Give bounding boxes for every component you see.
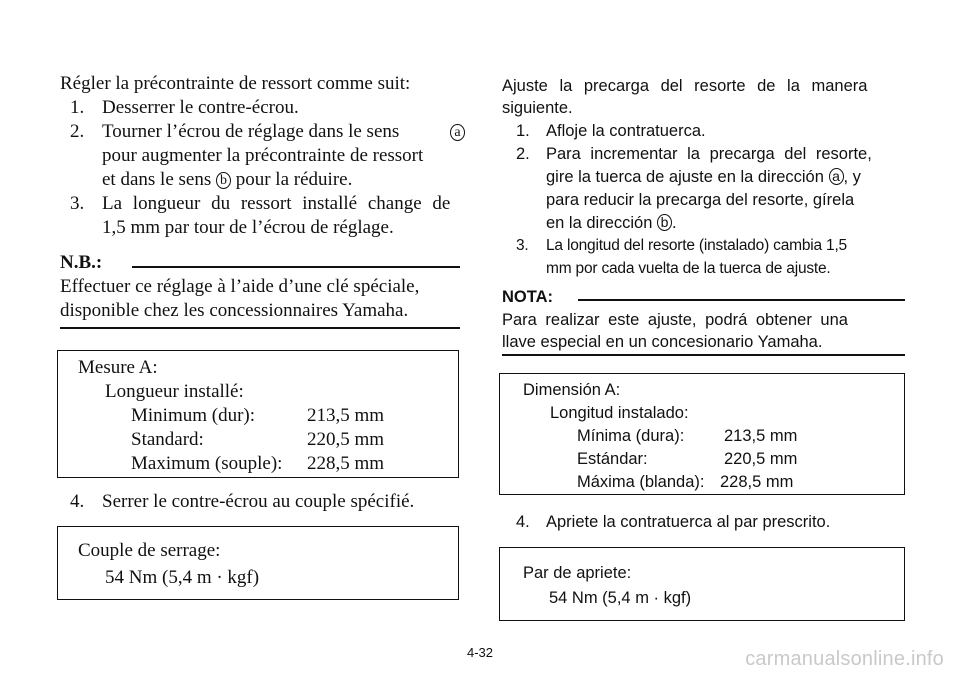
page-number: 4-32	[466, 645, 494, 660]
step-text-line2: mm por cada vuelta de la tuerca de ajuste.	[546, 260, 831, 277]
spanish-spec-box	[499, 373, 905, 495]
spec-title: Dimensión A:	[523, 381, 621, 399]
spec-row: Mínima (dura): 213,5 mm	[577, 427, 798, 445]
spanish-note-label: NOTA:	[502, 288, 554, 306]
note-end-rule	[502, 354, 905, 356]
step-text: Desserrer le contre-écrou.	[102, 97, 299, 118]
step-text-line4: en la dirección b .	[546, 214, 677, 232]
step-text: Para incrementar la precarga del resorte,	[546, 145, 872, 163]
step-text: Afloje la contratuerca.	[546, 122, 706, 140]
note-rule	[132, 266, 460, 268]
note-end-rule	[60, 327, 460, 329]
spanish-torque-box	[499, 547, 905, 621]
direction-b-marker: b	[657, 214, 672, 231]
step-number: 3.	[516, 237, 529, 254]
step-text-line2: gire la tuerca de ajuste en la dirección a , y	[546, 168, 861, 186]
spanish-intro-line1: Ajuste la precarga del resorte de la manera	[502, 77, 868, 95]
step-text: Tourner l’écrou de réglage dans le sens	[102, 121, 405, 142]
direction-a-marker: a	[829, 168, 844, 185]
spanish-note-line2: llave especial en un concesionario Yamaha.	[502, 333, 823, 351]
step-number: 1.	[516, 122, 530, 140]
spanish-intro-line2: siguiente.	[502, 99, 573, 117]
step-number: 1.	[70, 97, 85, 118]
step-text-line2: 1,5 mm par tour de l’écrou de réglage.	[102, 217, 394, 238]
step-text: Serrer le contre-écrou au couple spécifié.	[102, 491, 415, 512]
torque-value: 54 Nm (5,4 m · kgf)	[549, 589, 692, 607]
spec-row: Estándar: 220,5 mm	[577, 450, 798, 468]
step-number: 2.	[516, 145, 530, 163]
note-rule	[578, 299, 905, 301]
spec-subtitle: Longueur installé:	[105, 381, 244, 402]
spec-row: Máxima (blanda): 228,5 mm	[577, 473, 794, 491]
spec-row: Standard: 220,5 mm	[131, 429, 385, 450]
step-text-line3: para reducir la precarga del resorte, gírela	[546, 191, 855, 209]
step-number: 4.	[70, 491, 85, 512]
watermark: carmanualsonline.info	[745, 648, 944, 670]
french-note-line1: Effectuer ce réglage à l’aide d’une clé spéciale,	[60, 276, 420, 297]
torque-title: Par de apriete:	[523, 564, 632, 582]
spec-subtitle: Longitud instalado:	[550, 404, 689, 422]
step-text-line2: pour augmenter la précontrainte de ressort	[102, 145, 424, 166]
spec-row: Minimum (dur): 213,5 mm	[131, 405, 385, 426]
spec-row: Maximum (souple): 228,5 mm	[131, 453, 385, 474]
french-note-label: N.B.:	[60, 252, 103, 273]
french-note-line2: disponible chez les concessionnaires Yamaha.	[60, 300, 409, 321]
step-text-line3: et dans le sens b pour la réduire.	[102, 169, 353, 190]
direction-a-marker: a	[450, 124, 465, 141]
spanish-note-line1: Para realizar este ajuste, podrá obtener una	[502, 311, 848, 329]
step-number: 3.	[70, 193, 85, 214]
french-spec-box	[57, 350, 459, 478]
step-text: La longueur du ressort installé change de	[102, 193, 451, 214]
step-text: La longitud del resorte (instalado) cambia 1,5	[546, 237, 847, 254]
direction-b-marker: b	[216, 172, 231, 189]
step-number: 4.	[516, 513, 530, 531]
step-number: 2.	[70, 121, 85, 142]
torque-value: 54 Nm (5,4 m · kgf)	[105, 567, 260, 588]
spec-title: Mesure A:	[78, 357, 158, 378]
torque-title: Couple de serrage:	[78, 540, 221, 561]
french-intro: Régler la précontrainte de ressort comme suit:	[60, 73, 411, 94]
step-text: Apriete la contratuerca al par prescrito.	[546, 513, 831, 531]
french-torque-box	[57, 526, 459, 600]
